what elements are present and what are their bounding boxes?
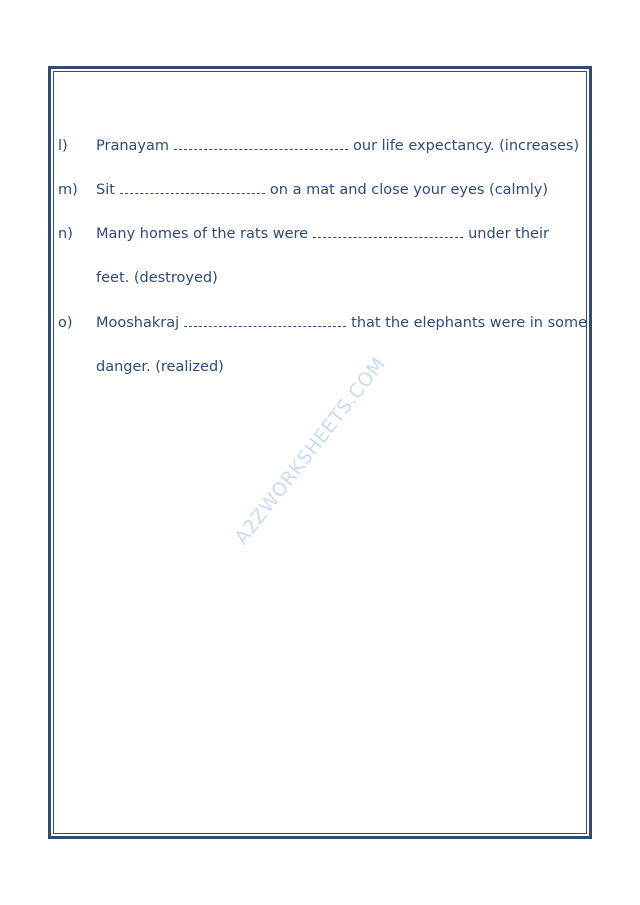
sentence-continuation: feet. (destroyed) xyxy=(96,270,218,286)
sentence-continuation: danger. (realized) xyxy=(96,359,224,375)
item-sentence xyxy=(96,313,587,333)
sentence-before-blank: Mooshakraj xyxy=(96,315,180,331)
watermark: A2ZWORKSHEETS.COM xyxy=(230,353,391,549)
sentence-before-blank: Many homes of the rats were xyxy=(96,226,309,242)
sentence-after-blank: our life expectancy. (increases) xyxy=(353,138,580,154)
answer-blank[interactable] xyxy=(120,182,265,194)
item-marker: l) xyxy=(58,138,68,154)
item-marker: m) xyxy=(58,182,78,198)
item-sentence xyxy=(96,136,579,156)
item-sentence xyxy=(96,224,549,244)
item-marker: n) xyxy=(58,226,73,242)
sentence-before-blank: Pranayam xyxy=(96,138,170,154)
answer-blank[interactable] xyxy=(184,315,346,327)
sentence-after-blank: on a mat and close your eyes (calmly) xyxy=(269,182,548,198)
item-sentence xyxy=(96,180,548,200)
answer-blank[interactable] xyxy=(174,138,348,150)
sentence-after-blank: that the elephants were in some xyxy=(351,315,588,331)
item-marker: o) xyxy=(58,315,73,331)
sentence-before-blank: Sit xyxy=(96,182,115,198)
answer-blank[interactable] xyxy=(313,226,463,238)
sentence-after-blank: under their xyxy=(468,226,549,242)
